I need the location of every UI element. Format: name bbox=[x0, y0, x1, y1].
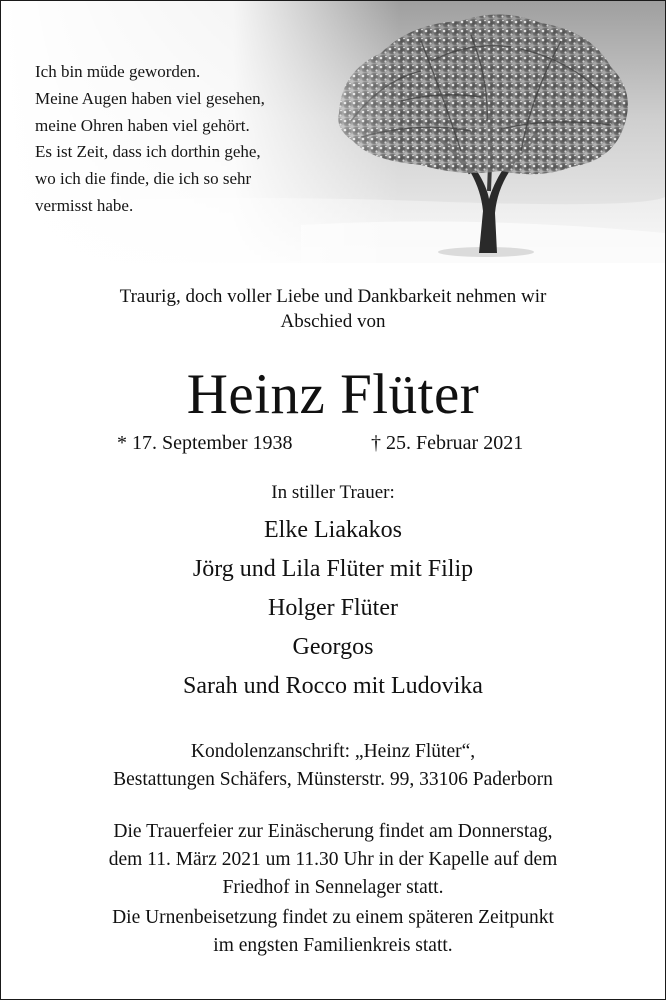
poem bbox=[35, 59, 335, 220]
mourner-name: Jörg und Lila Flüter mit Filip bbox=[192, 556, 474, 582]
mourner-name: Georgos bbox=[292, 634, 374, 660]
condolence-line: Kondolenzanschrift: „Heinz Flüter“, bbox=[190, 741, 476, 762]
poem-line: Meine Augen haben viel gesehen, bbox=[35, 88, 265, 108]
condolence-address bbox=[1, 738, 665, 794]
condolence-line: Bestattungen Schäfers, Münsterstr. 99, 33106 Paderborn bbox=[113, 769, 553, 790]
mourners-list bbox=[1, 511, 665, 706]
life-dates bbox=[1, 429, 665, 457]
poem-line: Es ist Zeit, dass ich dorthin gehe, bbox=[35, 142, 261, 162]
ceremony-line: dem 11. März 2021 um 11.30 Uhr in der Kapelle auf dem bbox=[108, 849, 558, 870]
ceremony-info bbox=[1, 818, 665, 902]
intro-line: Traurig, doch voller Liebe und Dankbarkeit nehmen wir bbox=[119, 286, 547, 307]
burial-info bbox=[1, 904, 665, 960]
poem-line: meine Ohren haben viel gehört. bbox=[35, 115, 250, 135]
poem-line: Ich bin müde geworden. bbox=[35, 62, 201, 81]
ceremony-line: Friedhof in Sennelager statt. bbox=[222, 877, 444, 898]
burial-line: im engsten Familienkreis statt. bbox=[213, 935, 453, 956]
mourner-name: Holger Flüter bbox=[268, 595, 398, 621]
mourners-label: In stiller Trauer: bbox=[271, 482, 395, 503]
death-date: † 25. Februar 2021 bbox=[371, 432, 524, 454]
burial-line: Die Urnenbeisetzung findet zu einem späteren Zeitpunkt bbox=[112, 907, 554, 928]
birth-date: * 17. September 1938 bbox=[117, 432, 293, 454]
mourner-name: Sarah und Rocco mit Ludovika bbox=[183, 673, 483, 699]
intro-line: Abschied von bbox=[280, 311, 386, 332]
poem-line: vermisst habe. bbox=[35, 195, 134, 215]
intro-text bbox=[1, 284, 665, 334]
mourner-name: Elke Liakakos bbox=[264, 517, 402, 543]
poem-line: wo ich die finde, die ich so sehr bbox=[35, 169, 252, 189]
deceased-name: Heinz Flüter bbox=[186, 363, 480, 426]
ceremony-line: Die Trauerfeier zur Einäscherung findet am Donnerstag, bbox=[113, 821, 553, 842]
